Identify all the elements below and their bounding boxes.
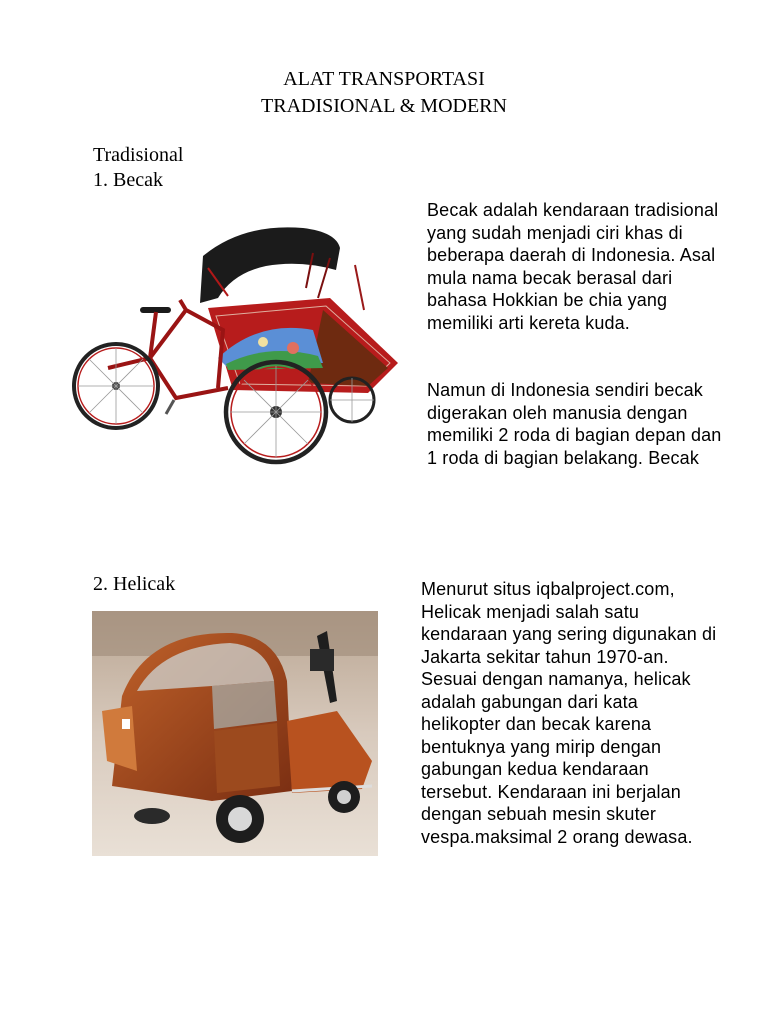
becak-paragraph-2: Namun di Indonesia sendiri becak digerakan oleh manusia dengan memiliki 2 roda di bagian depan dan 1 roda di bagian belakang. Becak [427,380,722,468]
becak-image [68,218,403,468]
document-title [0,66,768,120]
item-heading-becak: 1. Becak [93,169,163,191]
helicak-paragraph-1: Menurut situs iqbalproject.com, Helicak menjadi salah satu kendaraan yang sering digunakan di Jakarta sekitar tahun 1970-an. Sesuai dengan namanya, helicak adalah gabungan dari kata helikopter dan becak karena bentuknya yang mirip dengan gabungan kedua kendaraan tersebut. Kendaraan ini berjalan dengan sebuah mesin skuter vespa.maksimal 2 orang dewasa. [421,579,717,847]
section-label: Tradisional [93,144,184,166]
becak-paragraph-1: Becak adalah kendaraan tradisional yang sudah menjadi ciri khas di beberapa daerah di Indonesia. Asal mula nama becak berasal dari bahasa Hokkian be chia yang memiliki arti kereta kuda. [427,200,719,333]
item-heading-helicak: 2. Helicak [93,573,176,595]
title-line-1: ALAT TRANSPORTASI [283,68,485,90]
helicak-image [92,611,378,856]
title-line-2: TRADISIONAL & MODERN [261,95,507,117]
